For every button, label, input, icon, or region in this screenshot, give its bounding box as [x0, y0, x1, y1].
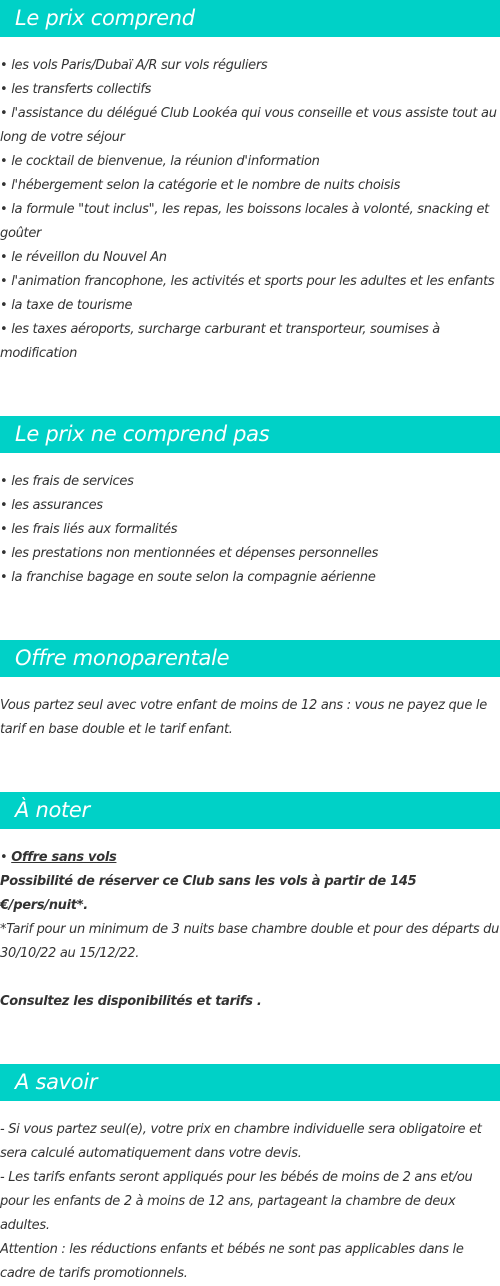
section-body-prix-comprend: [0, 37, 500, 366]
section-body-offre-monoparentale: [0, 677, 500, 742]
offre-monoparentale-text: Vous partez seul avec votre enfant de moins de 12 ans : vous ne payez que le tarif en base double et le tarif enfant.: [0, 698, 487, 737]
list-item: • les frais de services: [0, 470, 500, 494]
list-item: • l'hébergement selon la catégorie et le nombre de nuits choisis: [0, 174, 500, 198]
list-item: • les frais liés aux formalités: [0, 518, 500, 542]
section-title-offre-monoparentale: Offre monoparentale: [0, 640, 500, 677]
tarif-note-text: *Tarif pour un minimum de 3 nuits base chambre double et pour des départs du 30/10/22 au 15/12/22.: [0, 922, 500, 961]
a-savoir-line: - Si vous partez seul(e), votre prix en chambre individuelle sera obligatoire et sera calculé automatiquement dans votre devis.: [0, 1122, 482, 1161]
offre-sans-vols-line: [0, 846, 500, 870]
offre-sans-vols-link[interactable]: Offre sans vols: [11, 850, 117, 865]
section-title-a-savoir: A savoir: [0, 1064, 500, 1101]
list-prix-ne-comprend-pas: [0, 470, 500, 590]
list-item: • l'assistance du délégué Club Lookéa qui vous conseille et vous assiste tout au long de votre séjour: [0, 102, 500, 150]
consultez-link[interactable]: Consultez les disponibilités et tarifs .: [0, 994, 262, 1009]
section-title-prix-comprend: Le prix comprend: [0, 0, 500, 37]
section-body-a-savoir: [0, 1101, 500, 1286]
list-item: • les transferts collectifs: [0, 78, 500, 102]
list-item: • les prestations non mentionnées et dépenses personnelles: [0, 542, 500, 566]
list-item: • la formule "tout inclus", les repas, les boissons locales à volonté, snacking et goûter: [0, 198, 500, 246]
list-item: • la franchise bagage en soute selon la compagnie aérienne: [0, 566, 500, 590]
list-item: • les vols Paris/Dubaï A/R sur vols réguliers: [0, 54, 500, 78]
list-item: • la taxe de tourisme: [0, 294, 500, 318]
possibilite-text: Possibilité de réserver ce Club sans les vols à partir de 145 €/pers/nuit*.: [0, 874, 417, 913]
section-body-a-noter: [0, 829, 500, 1014]
list-prix-comprend: [0, 54, 500, 366]
section-body-prix-ne-comprend-pas: [0, 453, 500, 590]
section-title-prix-ne-comprend-pas: Le prix ne comprend pas: [0, 416, 500, 453]
list-item: • le cocktail de bienvenue, la réunion d'information: [0, 150, 500, 174]
a-savoir-line: Attention : les réductions enfants et bébés ne sont pas applicables dans le cadre de tarifs promotionnels.: [0, 1242, 464, 1281]
list-item: • les assurances: [0, 494, 500, 518]
a-savoir-line: - Les tarifs enfants seront appliqués pour les bébés de moins de 2 ans et/ou pour les enfants de 2 à moins de 12 ans, partageant la chambre de deux adultes.: [0, 1170, 473, 1233]
list-item: • les taxes aéroports, surcharge carburant et transporteur, soumises à modification: [0, 318, 500, 366]
list-item: • l'animation francophone, les activités et sports pour les adultes et les enfants: [0, 270, 500, 294]
section-title-a-noter: À noter: [0, 792, 500, 829]
list-item: • le réveillon du Nouvel An: [0, 246, 500, 270]
